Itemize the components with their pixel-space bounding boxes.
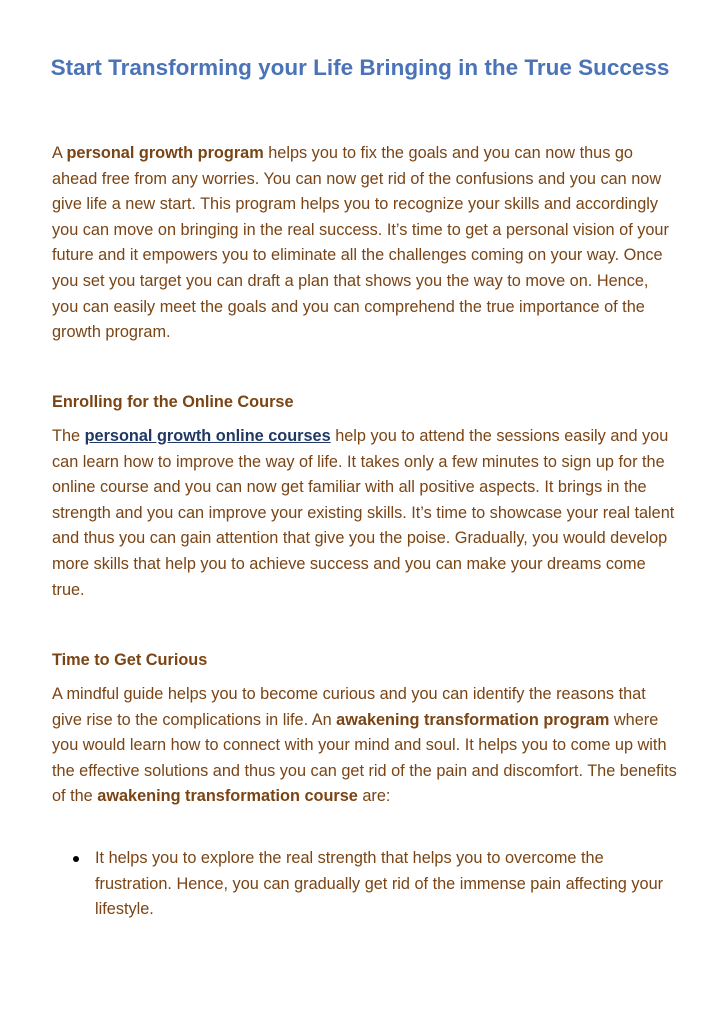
awakening-course-bold: awakening transformation course bbox=[97, 787, 358, 806]
intro-prefix: A bbox=[52, 144, 67, 162]
bullet-icon bbox=[73, 856, 79, 862]
benefits-list bbox=[52, 846, 677, 923]
online-course-prefix: The bbox=[52, 427, 85, 445]
intro-paragraph bbox=[52, 141, 677, 346]
list-item bbox=[52, 846, 677, 923]
personal-growth-online-courses-link[interactable]: personal growth online courses bbox=[84, 427, 331, 445]
online-course-paragraph bbox=[52, 424, 677, 603]
page-title: Start Transforming your Life Bringing in the True Success bbox=[50, 55, 670, 80]
intro-bold-phrase: personal growth program bbox=[66, 144, 264, 162]
intro-text: helps you to fix the goals and you can now thus go ahead free from any worries. You can now get rid of the confusions and you can now give life a new start. This program helps you to recognize your skills and accordingly you can move on bringing in the real success. It’s time to get a personal vision of your future and it empowers you to eliminate all the challenges coming on your way. Once you set you target you can draft a plan that shows you the way to move on. Hence, you can easily meet the goals and you can comprehend the true importance of the growth program. bbox=[52, 144, 669, 342]
section-heading-get-curious: Time to Get Curious bbox=[52, 651, 208, 669]
get-curious-text-3: are: bbox=[357, 787, 391, 806]
get-curious-text-2: where you would learn how to connect with your mind and soul. It helps you to come up with the effective solutions and thus you can get rid of the pain and discomfort. The benefits of the bbox=[52, 710, 677, 806]
list-item-text: It helps you to explore the real strength that helps you to overcome the frustration. Hence, you can gradually get rid of the immense pain affecting your lifestyle. bbox=[95, 849, 664, 919]
section-heading-online-course: Enrolling for the Online Course bbox=[52, 393, 294, 411]
awakening-program-bold: awakening transformation program bbox=[336, 710, 610, 729]
get-curious-text-1: A mindful guide helps you to become curious and you can identify the reasons that give rise to the complications in life. An bbox=[52, 685, 646, 729]
get-curious-paragraph bbox=[52, 682, 677, 810]
online-course-text: help you to attend the sessions easily and you can learn how to improve the way of life. It takes only a few minutes to sign up for the online course and you can now get familiar with all positive aspects. It brings in the strength and you can improve your existing skills. It’s time to showcase your real talent and thus you can gain attention that give you the poise. Gradually, you would develop more skills that help you to achieve success and you can make your dreams come true. bbox=[52, 427, 675, 599]
